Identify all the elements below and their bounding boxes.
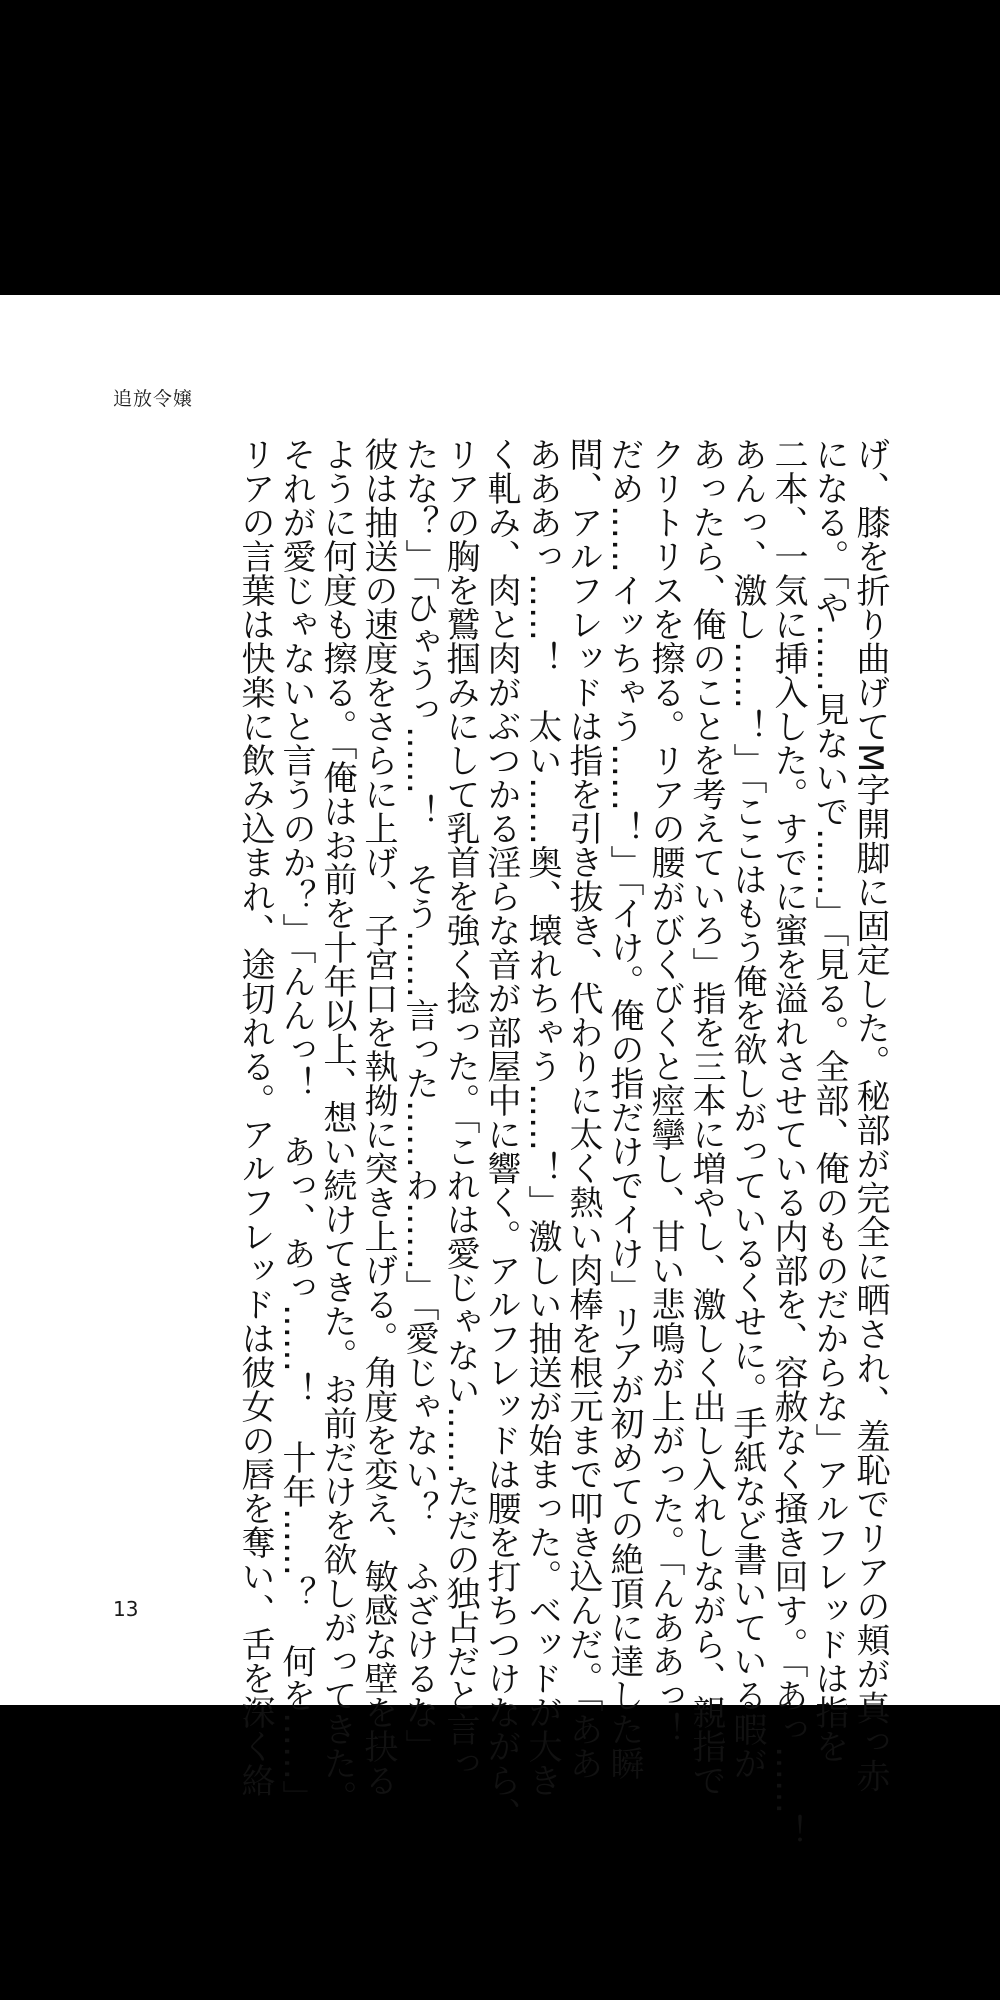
text-column: げ、膝を折り曲げてM字開脚に固定した。秘部が完全に晒され、羞恥でリアの頬が真っ赤 bbox=[850, 437, 890, 1793]
text-column: く軋み、肉と肉がぶつかる淫らな音が部屋中に響く。アルフレッドは腰を打ちつけながら、 bbox=[481, 437, 521, 1831]
text-column: クリトリスを擦る。リアの腰がびくびくと痙攣し、甘い悲鳴が上がった。「んああっ！ bbox=[645, 437, 685, 1746]
text-column: 間、アルフレッドは指を引き抜き、代わりに太く熱い肉棒を根元まで叩き込んだ。「ああ bbox=[563, 437, 603, 1780]
text-column: 彼は抽送の速度をさらに上げ、子宮口を執拗に突き上げる。角度を変え、敏感な壁を抉る bbox=[358, 437, 398, 1797]
text-column: 二本、一気に挿入した。すでに蜜を溢れさせている内部を、容赦なく掻き回す。「あっ……！ bbox=[768, 437, 808, 1848]
text-column: ように何度も擦る。「俺はお前を十年以上、想い続けてきた。お前だけを欲しがってきた。 bbox=[317, 437, 357, 1814]
page-number: 13 bbox=[113, 1597, 139, 1621]
book-page bbox=[0, 295, 1000, 1848]
text-column: それが愛じゃないと言うのか？」「んんっ！ あっ、あっ……！ 十年……？ 何を……」 bbox=[276, 437, 316, 1814]
text-column: リアの胸を鷲掴みにして乳首を強く捻った。「これは愛じゃない……ただの独占だと言っ bbox=[440, 437, 480, 1780]
running-header-title: 追放令嬢 bbox=[113, 388, 194, 410]
text-column: あったら、俺のことを考えていろ」指を三本に増やし、激しく出し入れしながら、親指で bbox=[686, 437, 726, 1797]
text-column: だめ……イッちゃう……！」「イけ。俺の指だけでイけ」リアが初めての絶頂に達した瞬 bbox=[604, 437, 644, 1780]
text-column: リアの言葉は快楽に飲み込まれ、途切れる。アルフレッドは彼女の唇を奪い、舌を深く絡 bbox=[235, 437, 275, 1797]
text-column: あんっ、激し……！」「ここはもう俺を欲しがっているくせに。手紙など書いている暇が bbox=[727, 437, 767, 1780]
text-column: たな？」「ひゃうっ……！ そう……言った……わ……」「愛じゃない？ ふざけるな」 bbox=[399, 437, 439, 1763]
text-column: あああっ……！ 太い……奥、壊れちゃう……！」激しい抽送が始まった。ベッドが大き bbox=[522, 437, 562, 1797]
text-column: になる。「や……見ないで……」「見る。全部、俺のものだからな」アルフレッドは指を bbox=[809, 437, 849, 1763]
vertical-body-text bbox=[110, 437, 890, 1877]
